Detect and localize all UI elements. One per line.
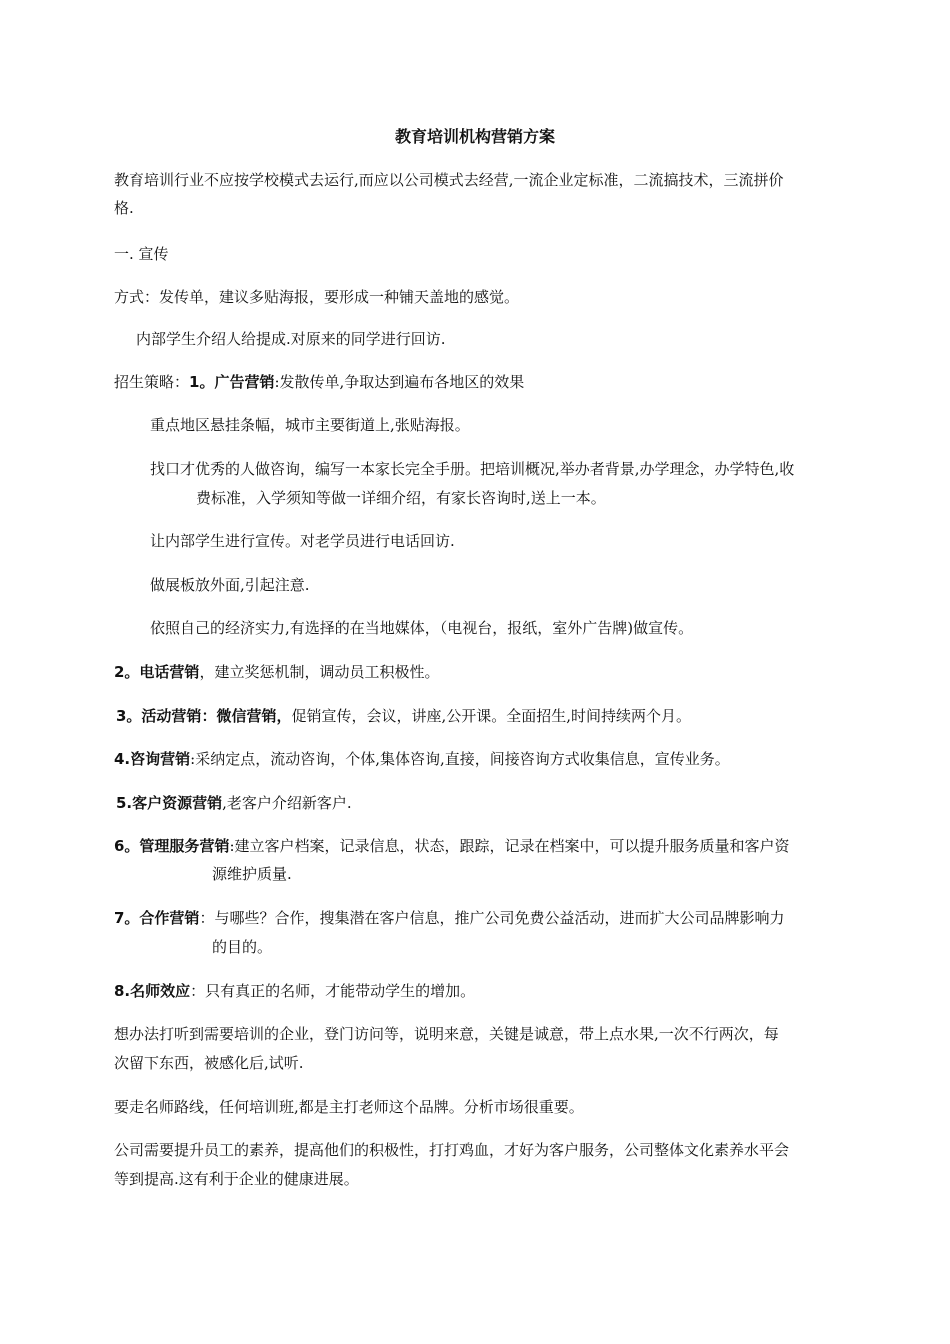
strategy-5-text: ,老客户介绍新客户. xyxy=(222,794,352,812)
strategy-item-8 xyxy=(114,977,475,1005)
strategy-3-text: 促销宣传，会议，讲座,公开课。全面招生,时间持续两个月。 xyxy=(291,707,691,725)
strategy-1-sub-a: 重点地区悬挂条幅，城市主要街道上,张贴海报。 xyxy=(150,416,470,434)
intro-line-1: 教育培训行业不应按学校模式去运行,而应以公司模式去经营,一流企业定标准，二流搞技术，三流拼价 xyxy=(114,171,784,189)
document-title: 教育培训机构营销方案 xyxy=(394,127,555,146)
strategy-5-label: 5.客户资源营销 xyxy=(116,794,223,812)
intro-line-2: 格. xyxy=(114,199,134,217)
strategy-1-text: :发散传单,争取达到遍布各地区的效果 xyxy=(274,373,525,391)
strategy-item-6 xyxy=(114,832,790,860)
strategy-1-sub-d: 做展板放外面,引起注意. xyxy=(150,576,310,594)
strategy-item-4 xyxy=(114,745,730,773)
strategy-6-text-line-2: 源维护质量. xyxy=(212,865,292,883)
strategy-4-label: 4.咨询营销 xyxy=(114,750,191,768)
strategy-1-sub-b-line-2: 费标准，入学须知等做一详细介绍，有家长咨询时,送上一本。 xyxy=(196,489,606,507)
strategy-8-text: ：只有真正的名师，才能带动学生的增加。 xyxy=(190,982,476,1000)
strategy-3-label: 3。活动营销：微信营销， xyxy=(116,707,292,725)
strategy-6-text-line-1: :建立客户档案，记录信息，状态，跟踪，记录在档案中，可以提升服务质量和客户资 xyxy=(229,837,790,855)
strategy-prefix: 招生策略： xyxy=(114,373,190,391)
paragraph-staff-line-2: 等到提高.这有利于企业的健康进展。 xyxy=(114,1170,359,1188)
paragraph-staff-line-1: 公司需要提升员工的素养，提高他们的积极性，打打鸡血，才好为客户服务，公司整体文化素养水平会 xyxy=(114,1141,790,1159)
strategy-1-label: 1。广告营销 xyxy=(189,373,275,391)
strategy-item-2 xyxy=(114,658,439,686)
section-heading-publicity: 一. 宣传 xyxy=(114,245,169,263)
strategy-item-5 xyxy=(116,789,352,817)
method-paragraph: 方式：发传单，建议多贴海报，要形成一种铺天盖地的感觉。 xyxy=(114,288,520,306)
internal-referral-paragraph: 内部学生介绍人给提成.对原来的同学进行回访. xyxy=(136,330,446,348)
strategy-1-sub-e: 依照自己的经济实力,有选择的在当地媒体，（电视台，报纸，室外广告牌)做宣传。 xyxy=(150,619,694,637)
strategy-item-3 xyxy=(116,702,691,730)
strategy-1-sub-c: 让内部学生进行宣传。对老学员进行电话回访. xyxy=(150,532,455,550)
strategy-2-label: 2。电话营销 xyxy=(114,663,200,681)
paragraph-visit-line-1: 想办法打听到需要培训的企业，登门访问等，说明来意，关键是诚意，带上点水果,一次不行两次，每 xyxy=(114,1025,779,1043)
paragraph-famous-teacher: 要走名师路线，任何培训班,都是主打老师这个品牌。分析市场很重要。 xyxy=(114,1098,584,1116)
strategy-7-text-line-1: ：与哪些？合作，搜集潜在客户信息，推广公司免费公益活动，进而扩大公司品牌影响力 xyxy=(199,909,785,927)
strategy-item-1 xyxy=(114,368,524,396)
paragraph-visit-line-2: 次留下东西，被感化后,试听. xyxy=(114,1054,304,1072)
strategy-2-text: ，建立奖惩机制，调动员工积极性。 xyxy=(199,663,440,681)
strategy-8-label: 8.名师效应 xyxy=(114,982,191,1000)
strategy-4-text: :采纳定点，流动咨询，个体,集体咨询,直接，间接咨询方式收集信息，宣传业务。 xyxy=(190,750,730,768)
strategy-1-sub-b-line-1: 找口才优秀的人做咨询，编写一本家长完全手册。把培训概况,举办者背景,办学理念，办学特色,收 xyxy=(150,460,795,478)
strategy-6-label: 6。管理服务营销 xyxy=(114,837,230,855)
strategy-item-7 xyxy=(114,904,784,932)
strategy-7-text-line-2: 的目的。 xyxy=(212,938,273,956)
strategy-7-label: 7。合作营销 xyxy=(114,909,200,927)
